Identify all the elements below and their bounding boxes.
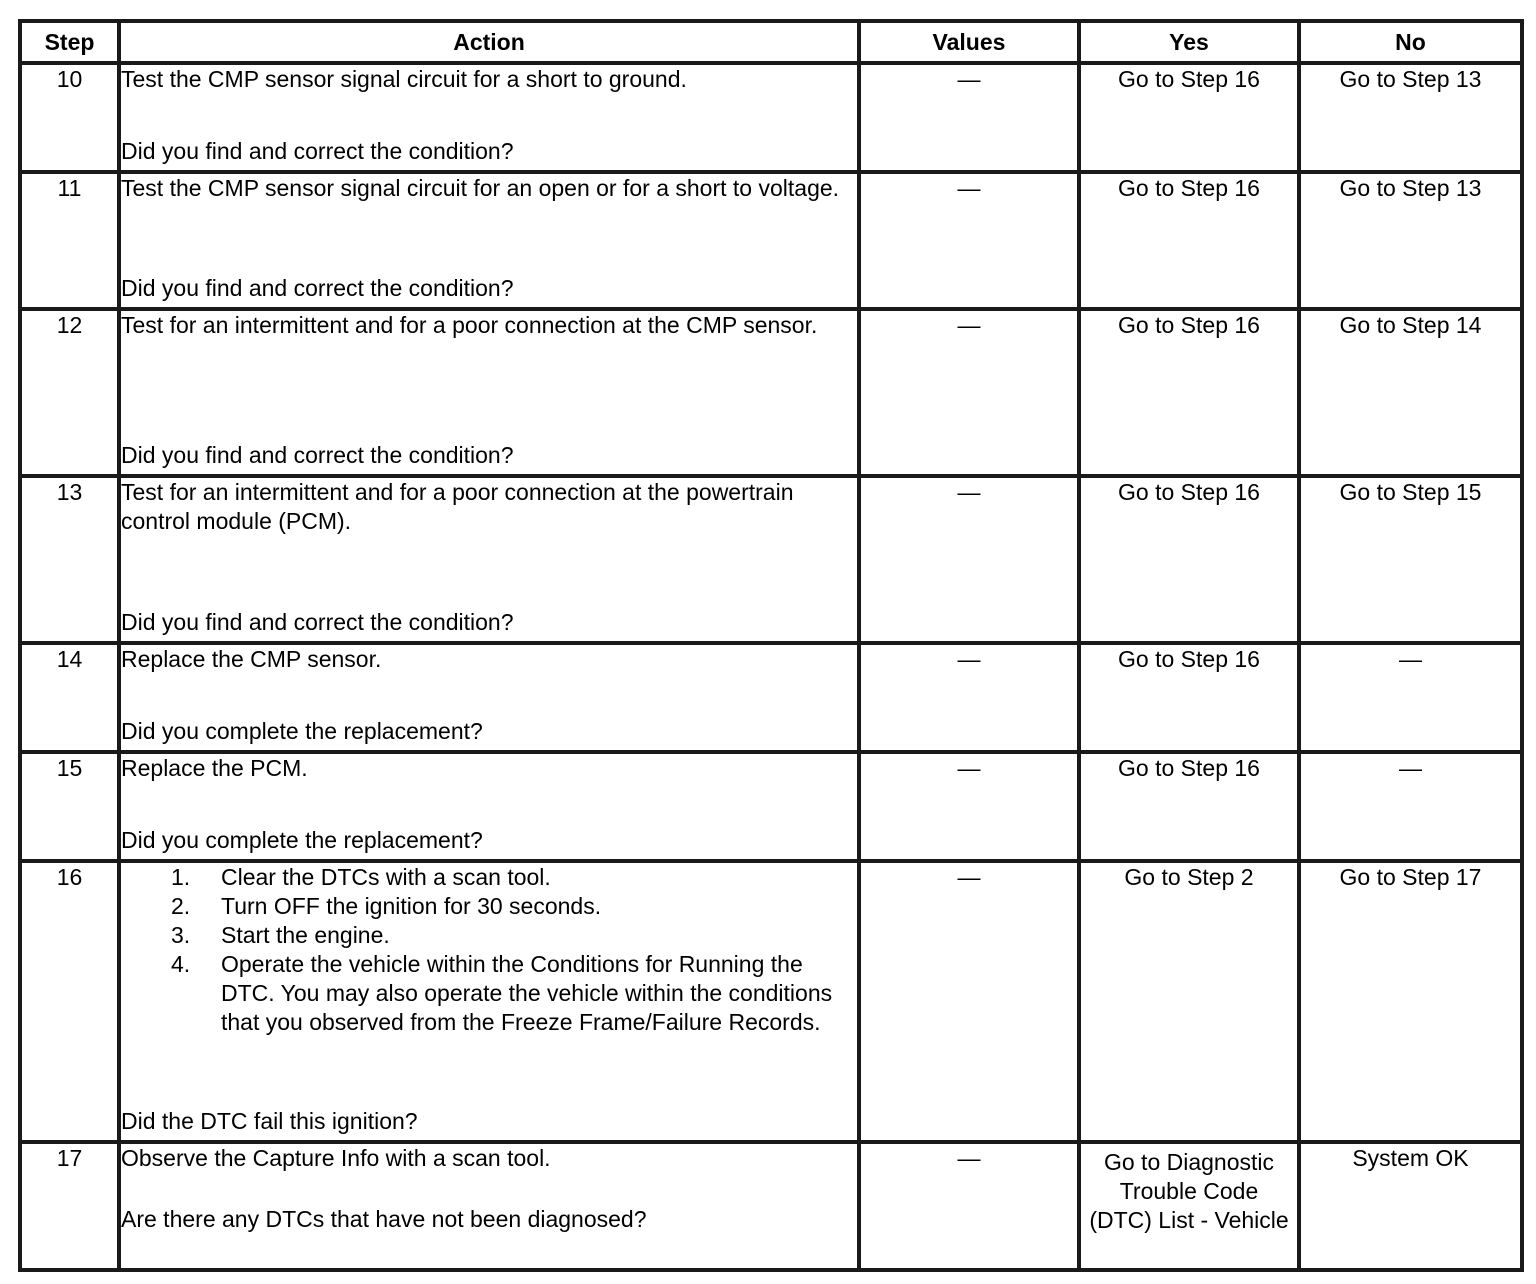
action-text: Replace the CMP sensor. [121, 646, 382, 672]
action-question: Did you find and correct the condition? [121, 275, 514, 301]
table-row [20, 63, 1522, 172]
values-cell: — [859, 752, 1079, 861]
table-row [20, 861, 1522, 1142]
table-row [20, 309, 1522, 476]
values-cell: — [859, 643, 1079, 752]
step-number: 12 [20, 309, 119, 476]
diagnostic-table [18, 19, 1524, 1272]
yes-cell: Go to Step 16 [1079, 172, 1299, 309]
yes-cell: Go to Step 16 [1079, 643, 1299, 752]
table-row [20, 643, 1522, 752]
action-text: Test the CMP sensor signal circuit for a short to ground. [121, 66, 687, 92]
yes-cell: Go to Step 16 [1079, 63, 1299, 172]
action-step-list [121, 863, 857, 1037]
values-cell: — [859, 1142, 1079, 1270]
table-row [20, 172, 1522, 309]
no-cell: Go to Step 13 [1299, 172, 1522, 309]
header-step: Step [20, 21, 119, 63]
action-cell [119, 752, 859, 861]
no-cell: — [1299, 643, 1522, 752]
step-number: 16 [20, 861, 119, 1142]
step-number: 17 [20, 1142, 119, 1270]
action-question: Are there any DTCs that have not been diagnosed? [121, 1206, 647, 1232]
table-row [20, 476, 1522, 643]
header-row [20, 21, 1522, 63]
list-item: Start the engine. [221, 922, 390, 948]
no-cell: Go to Step 15 [1299, 476, 1522, 643]
action-question: Did the DTC fail this ignition? [121, 1108, 418, 1134]
values-cell: — [859, 861, 1079, 1142]
values-cell: — [859, 63, 1079, 172]
action-cell [119, 309, 859, 476]
action-text: Observe the Capture Info with a scan tool. [121, 1145, 551, 1171]
no-cell: Go to Step 17 [1299, 861, 1522, 1142]
list-item: Clear the DTCs with a scan tool. [221, 864, 551, 890]
header-values: Values [859, 21, 1079, 63]
header-no: No [1299, 21, 1522, 63]
action-question: Did you find and correct the condition? [121, 138, 514, 164]
step-number: 10 [20, 63, 119, 172]
no-cell: Go to Step 14 [1299, 309, 1522, 476]
action-question: Did you complete the replacement? [121, 827, 483, 853]
action-cell [119, 861, 859, 1142]
no-cell: — [1299, 752, 1522, 861]
no-cell: Go to Step 13 [1299, 63, 1522, 172]
table-row [20, 752, 1522, 861]
values-cell: — [859, 309, 1079, 476]
step-number: 15 [20, 752, 119, 861]
step-number: 14 [20, 643, 119, 752]
step-number: 11 [20, 172, 119, 309]
values-cell: — [859, 172, 1079, 309]
step-number: 13 [20, 476, 119, 643]
action-text: Replace the PCM. [121, 755, 308, 781]
action-question: Did you complete the replacement? [121, 718, 483, 744]
header-action: Action [119, 21, 859, 63]
yes-cell: Go to Step 16 [1079, 476, 1299, 643]
list-item: Operate the vehicle within the Conditions for Running the DTC. You may also operate the vehicle within the conditions that you observed from the Freeze Frame/Failure Records. [221, 951, 833, 1035]
header-yes: Yes [1079, 21, 1299, 63]
action-text: Test the CMP sensor signal circuit for an open or for a short to voltage. [121, 175, 840, 201]
action-question: Did you find and correct the condition? [121, 609, 514, 635]
action-cell [119, 63, 859, 172]
yes-cell: Go to Diagnostic Trouble Code (DTC) List - Vehicle [1079, 1142, 1299, 1270]
values-cell: — [859, 476, 1079, 643]
yes-cell: Go to Step 16 [1079, 752, 1299, 861]
action-cell [119, 172, 859, 309]
action-cell [119, 1142, 859, 1270]
action-text: Test for an intermittent and for a poor connection at the CMP sensor. [121, 312, 818, 338]
yes-cell: Go to Step 2 [1079, 861, 1299, 1142]
list-item: Turn OFF the ignition for 30 seconds. [221, 893, 602, 919]
yes-cell: Go to Step 16 [1079, 309, 1299, 476]
action-cell [119, 643, 859, 752]
no-cell: System OK [1299, 1142, 1522, 1270]
action-cell [119, 476, 859, 643]
action-question: Did you find and correct the condition? [121, 442, 514, 468]
action-text: Test for an intermittent and for a poor connection at the powertrain control module (PCM). [121, 479, 794, 534]
table-row [20, 1142, 1522, 1270]
